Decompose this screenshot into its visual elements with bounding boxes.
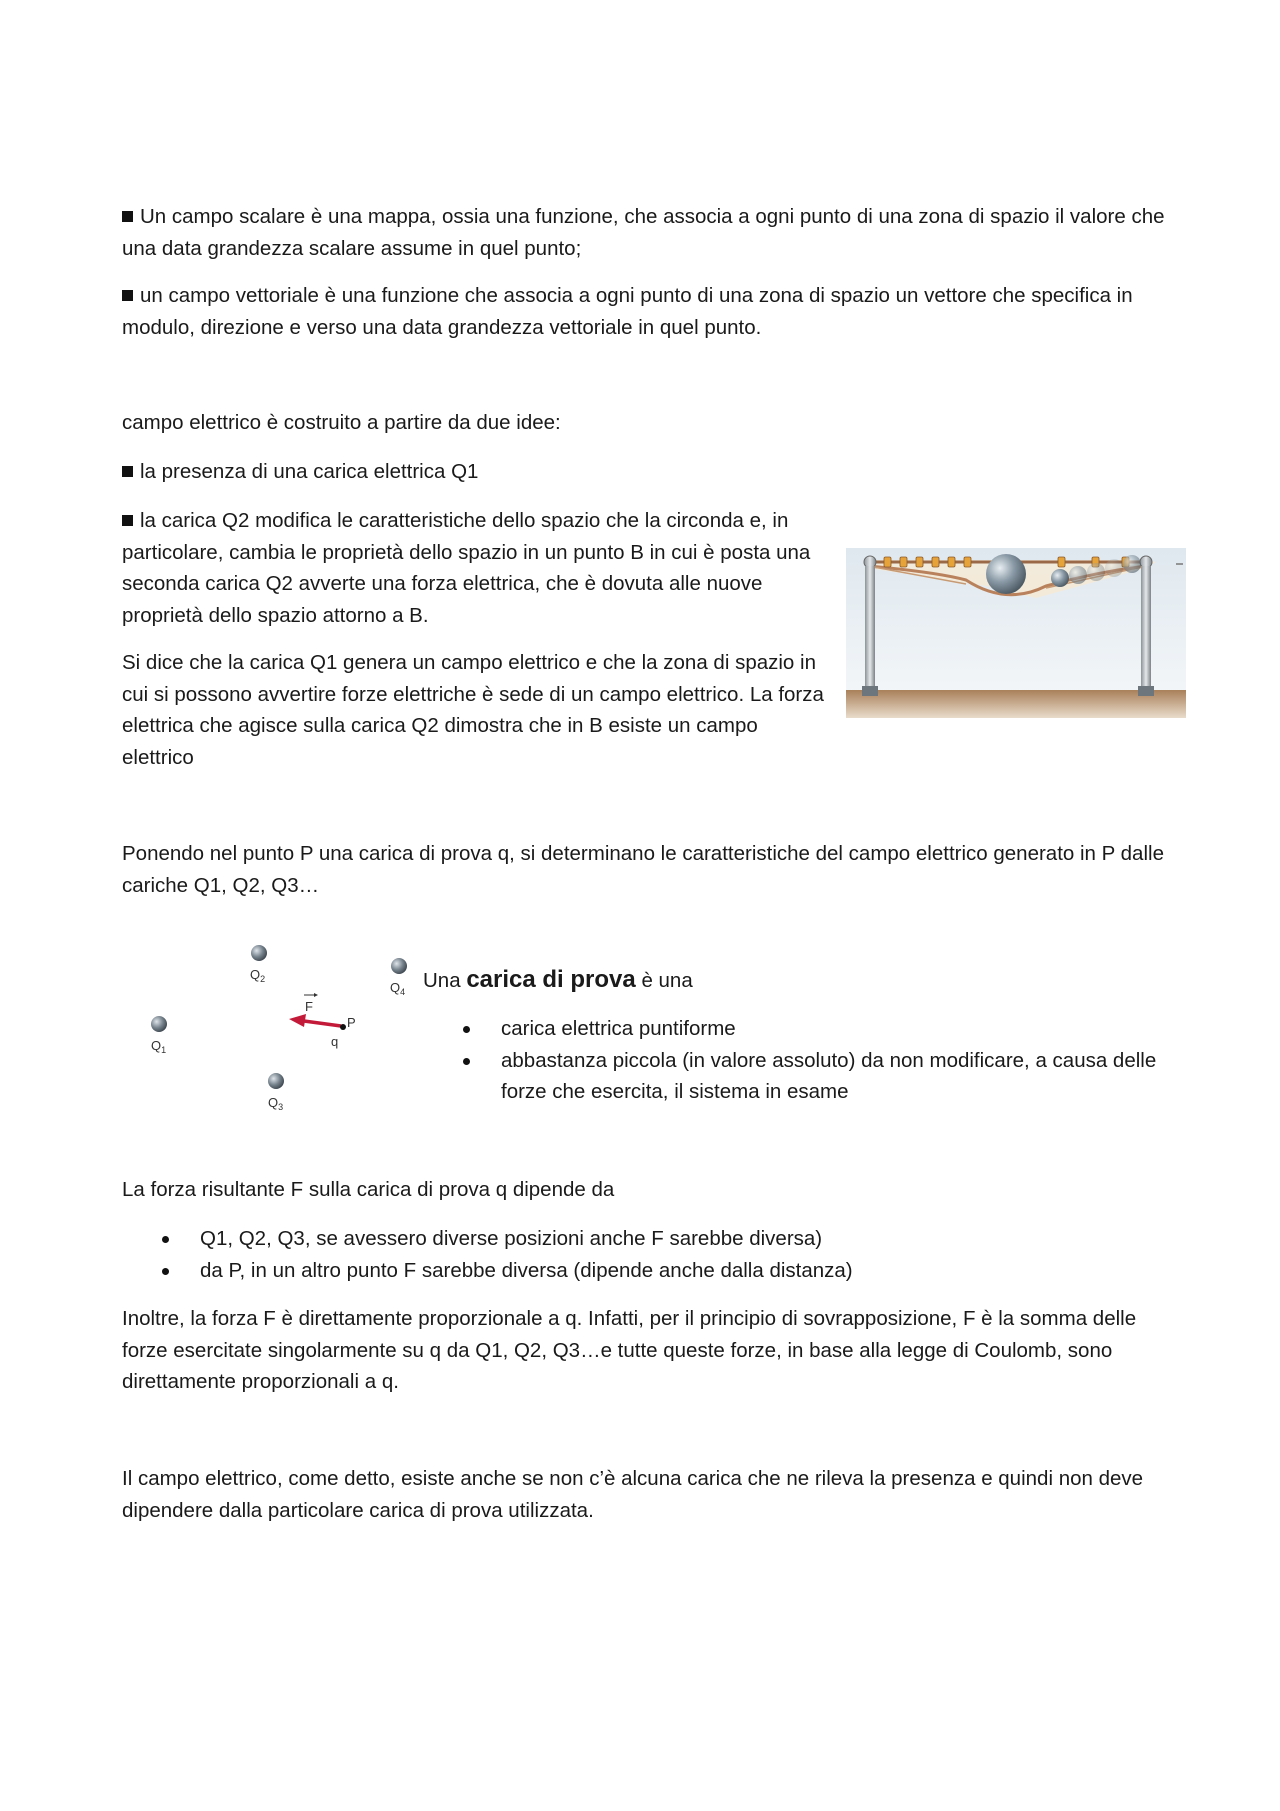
- q4-label: $Q_4$: [390, 980, 406, 997]
- square-bullet-icon: [122, 211, 133, 222]
- bullet-icon: [463, 1026, 470, 1033]
- definition-list: [501, 1013, 1171, 1108]
- force-label: F: [305, 999, 313, 1014]
- idea1-paragraph: la presenza di una carica elettrica Q1: [122, 456, 842, 488]
- q1-label: $Q_1$: [151, 1038, 167, 1055]
- vector-field-paragraph: un campo vettoriale è una funzione che associa a ogni punto di una zona di spazio un vettore che specifica in modulo, direzione e verso una data grandezza vettoriale in quel punto.: [122, 284, 1133, 339]
- charge-q3-sphere: [268, 1073, 284, 1089]
- list-item: da P, in un altro punto F sarebbe diversa (dipende anche dalla distanza): [200, 1255, 1170, 1287]
- force-depends-paragraph: La forza risultante F sulla carica di prova q dipende da: [122, 1178, 615, 1201]
- proportional-paragraph: Inoltre, la forza F è direttamente proporzionale a q. Infatti, per il principio di sovrapposizione, F è la somma delle forze esercitate singolarmente su q da Q1, Q2, Q3…e tutte queste forze, in base alla legge di Coulomb, sono direttamente proporzionali a q.: [122, 1307, 1137, 1393]
- depends-list: [200, 1223, 1170, 1286]
- definition-heading: Una carica di prova è una: [423, 966, 693, 993]
- force-arrowhead-icon: [289, 1014, 306, 1027]
- bullet-icon: [162, 1268, 169, 1275]
- bullet-icon: [162, 1236, 169, 1243]
- q2-label: $Q_2$: [250, 967, 266, 984]
- list-item: abbastanza piccola (in valore assoluto) da non modificare, a causa delle forze che esercita, il sistema in esame: [501, 1045, 1171, 1108]
- square-bullet-icon: [122, 466, 133, 477]
- charge-q4-sphere: [391, 958, 407, 974]
- intro-paragraph: campo elettrico è costruito a partire da due idee:: [122, 411, 561, 434]
- idea2-paragraph: la carica Q2 modifica le caratteristiche dello spazio che la circonda e, in particolare, cambia le proprietà dello spazio in un punto B in cui è posta una seconda carica Q2 avverte una forza elettrica, che è dovuta alle nuove proprietà dello spazio attorno a B.: [122, 509, 811, 627]
- scalar-field-paragraph: Un campo scalare è una mappa, ossia una funzione, che associa a ogni punto di una zona di spazio il valore che una data grandezza scalare assume in quel punto;: [122, 205, 1165, 260]
- trampoline-illustration: [846, 528, 1186, 718]
- generates-paragraph: Si dice che la carica Q1 genera un campo elettrico e che la zona di spazio in cui si possono avvertire forze elettriche è sede di un campo elettrico. La forza elettrica che agisce sulla carica Q2 dimostra che in B esiste un campo elettrico: [122, 651, 824, 769]
- point-p-label: P: [347, 1015, 356, 1030]
- point-p-dot: [340, 1024, 346, 1030]
- charges-diagram: [144, 935, 404, 1125]
- list-item: carica elettrica puntiforme: [501, 1013, 1171, 1045]
- trampoline-image: [846, 528, 1186, 718]
- test-charge-intro-paragraph: Ponendo nel punto P una carica di prova q, si determinano le caratteristiche del campo elettrico generato in P dalle cariche Q1, Q2, Q3…: [122, 842, 1164, 897]
- bullet-icon: [463, 1058, 470, 1065]
- charge-q1-sphere: [151, 1016, 167, 1032]
- q3-label: $Q_3$: [268, 1095, 284, 1112]
- charge-q2-sphere: [251, 945, 267, 961]
- square-bullet-icon: [122, 290, 133, 301]
- force-arrow: [304, 1021, 341, 1026]
- list-item: Q1, Q2, Q3, se avessero diverse posizioni anche F sarebbe diversa): [200, 1223, 1170, 1255]
- square-bullet-icon: [122, 515, 133, 526]
- charge-q-label: q: [331, 1034, 339, 1049]
- closing-paragraph: Il campo elettrico, come detto, esiste anche se non c’è alcuna carica che ne rileva la presenza e quindi non deve dipendere dalla particolare carica di prova utilizzata.: [122, 1467, 1144, 1522]
